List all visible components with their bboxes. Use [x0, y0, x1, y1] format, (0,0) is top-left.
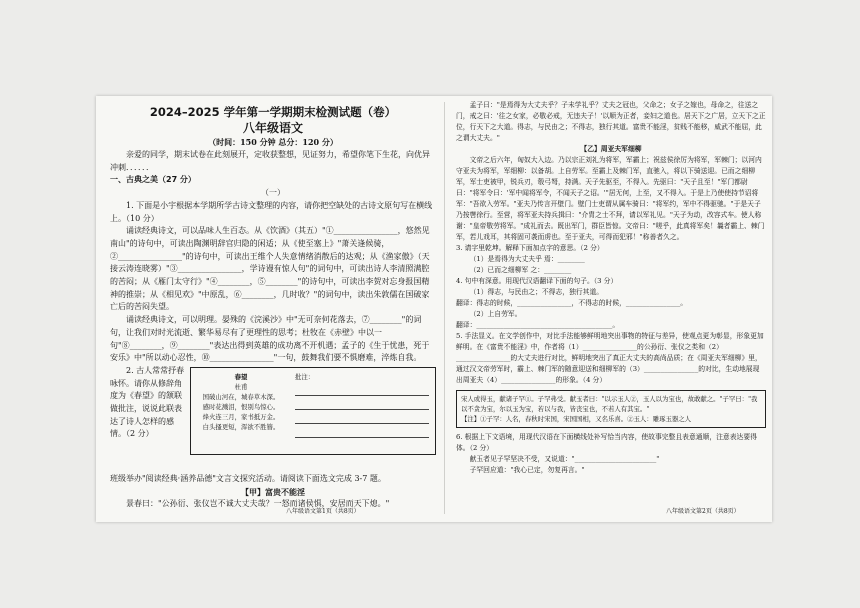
poem-line: 国破山河在，城春草木深。	[202, 392, 280, 401]
question-4-item: （2）上自劳军。	[469, 310, 522, 318]
question-6: 6. 根据上下文语境，用现代汉语在下面横线处补写恰当内容，使故事完整且表意通顺，注意表达要得体。（2 分）	[456, 433, 757, 452]
annotation-label: 批注：	[295, 372, 315, 381]
poem-line: 白头搔更短，浑欲不胜簪。	[202, 422, 280, 431]
question-4-item: （1）得志，与民由之；不得志，独行其道。	[469, 288, 604, 296]
exam-subject: 八年级语文	[242, 121, 303, 135]
reading-box-note: 【注】①子罕：人名，春秋时宋国，宋国国相，又名乐喜。②玉人：雕琢玉器之人	[461, 415, 692, 423]
annotation-area[interactable]	[295, 372, 429, 438]
poem	[197, 372, 285, 432]
part-heading: （一）	[261, 188, 285, 198]
page-divider	[444, 102, 445, 514]
page-footer-right: 八年级语文第2页（共8页）	[666, 508, 740, 515]
poem-author: 杜甫	[234, 382, 248, 391]
annotation-line[interactable]	[295, 386, 429, 396]
text-yi-title: 【乙】周亚夫军细柳	[580, 145, 642, 153]
page-footer-left: 八年级语文第1页（共8页）	[286, 508, 360, 515]
exam-time: （时间：150 分钟 总分：120 分）	[208, 137, 338, 147]
exam-title: 2024–2025 学年第一学期期末检测试题（卷）	[149, 105, 397, 119]
text-jia-continued: 孟子曰："是焉得为大丈夫乎？子未学礼乎？丈夫之冠也，父命之；女子之嫁也，母命之，往送之门，戒之曰：'往之女家，必敬必戒，无违夫子！'以顺为正者，妾妇之道也。居天下之广居，立天下之正位，行天下之大道。得志，与民由之；不得志，独行其道。富贵不能淫，贫贱不能移，威武不能屈，此之谓大丈夫。"	[456, 101, 766, 142]
question-4-answer: 翻译：得志的时候，________________，不得志的时候，________________。	[456, 299, 688, 307]
section-heading: 一、古典之美（27 分）	[110, 175, 196, 185]
annotation-line[interactable]	[295, 428, 429, 438]
question-3: 3. 请字里乾坤。解释下面加点字的意思。（2 分）	[456, 244, 604, 252]
question-4: 4. 句中有深意。用现代汉语翻译下面的句子。（3 分）	[456, 277, 618, 285]
activity-intro: 班级举办"阅读经典·涵养品德"文言文探究活动。请阅读下面选文完成 3-7 题。	[110, 473, 386, 483]
question-3-item: （1）是焉得为大丈夫乎 焉：________	[469, 255, 585, 263]
question-1: 1. 下面是小宇根据本学期所学古诗文整理的内容，请你把空缺处的古诗文原句写在横线上。（10 分）	[110, 200, 433, 223]
text-jia-title: 【甲】富贵不能淫	[241, 486, 305, 497]
reading-box	[456, 390, 766, 428]
question-4-answer: 翻译：________________________________________。	[456, 321, 620, 329]
annotation-line[interactable]	[295, 414, 429, 424]
page-right	[456, 96, 766, 522]
question-6-line: 子罕回应道："我心已定，勿复再言。"	[469, 466, 585, 474]
exam-sheet	[96, 96, 772, 522]
greeting: 亲爱的同学，期末试卷在此刻展开，定收获整想，见证努力，希望你笔下生花，向优异冲刺．．．．．．	[110, 150, 430, 172]
question-1-para-b: 诵读经典诗文，可以明理。晏殊的《浣溪沙》中"无可奈何花落去，⑦________"的词句，让我们对时光流逝、繁华易尽有了更理性的思考；杜牧在《赤壁》中以一句"⑧________，⑨________"表达出得到英雄的成功离不开机遇；孟子的《生于忧患，死于安乐》中"所以动心忍性，⑩________________"一句，鼓舞我们要不惧磨难，淬炼自我。	[110, 315, 430, 363]
question-6-line: 献玉者见子罕坚决不受，又说道："________________________"	[469, 455, 660, 463]
question-1-para-a: 诵读经典诗文，可以品味人生百态。从《饮酒》（其五）"①________________，悠然见南山"的诗句中，可读出陶渊明辞官归隐的闲适；从《使至塞上》"萧关逢候骑，②________________"的诗句中，可读出王维个人失意情绪消散后的达观；从《渔家傲》（天接云涛连晓雾）"③________________，学诗谩有惊人句"的词句中，可读出诗人李清照满腔的苦闷；从《雁门太守行》"④________，⑤________"的诗句中，可读出李贺对忘身报国精神的推崇；从《相见欢》"中原乱，⑥________，几时收？"的词句中，读出朱敦儒在国破家亡后的苦闷失望。	[110, 226, 430, 312]
poem-line: 烽火连三月，家书抵万金。	[202, 412, 280, 421]
poem-title: 春望	[234, 372, 248, 381]
question-5: 5. 手法显义。在文学创作中，对比手法能够鲜明地突出事物的特征与差异，使观点更为彰显，形象更加鲜明。在《富贵不能淫》中，作者将（1）________________的公孙衍、张仪之类和（2）________________的大丈夫进行对比，鲜明地突出了真正大丈夫的高尚品质；在《周亚夫军细柳》里，通过汉文帝劳军时，霸上、棘门军的随意迎送和细柳军的（3）________________的对比，生动地展现出周亚夫（4）________________的形象。（4 分）	[456, 332, 764, 384]
question-3-item: （2）已而之细柳军 之：________	[469, 266, 572, 274]
question-2: 2. 古人常常抒春咏怀。请你从修辞角度为《春望》的颔联做批注，说说此联表达了诗人怎样的感情。（2 分）	[110, 365, 185, 439]
poem-line: 感时花溅泪，恨别鸟惊心。	[202, 402, 280, 411]
annotation-line[interactable]	[295, 400, 429, 410]
page-left	[110, 96, 436, 522]
reading-box-text: 宋人或得玉，献诸子罕①。子罕弗受。献玉者曰："以示玉人②，玉人以为宝也，故敢献之。"子罕曰："我以不贪为宝，尔以玉为宝，若以与我，皆丧宝也，不若人有其宝。"	[461, 395, 758, 413]
question-2-block	[110, 365, 436, 473]
poem-box	[190, 367, 436, 455]
text-jia: 景春曰："公孙衍、张仪岂不诚大丈夫哉？一怒而诸侯惧，安居而天下熄。"	[126, 499, 390, 509]
text-yi: 文帝之后六年，匈奴大入边。乃以宗正刘礼为将军，军霸上；祝兹侯徐厉为将军，军棘门；以河内守亚夫为将军，军细柳：以备胡。上自劳军。至霸上及棘门军，直驰入，将以下骑送迎。已而之细柳军，军士吏被甲，锐兵刃，彀弓弩，持满。天子先驱至，不得入。先驱曰："天子且至！"军门都尉曰："将军令曰：'军中闻将军令，不闻天子之诏。'"居无何，上至，又不得入。于是上乃使使持节诏将军："吾欲入劳军。"亚夫乃传言开壁门。壁门士吏谓从属车骑曰："将军约，军中不得驱驰。"于是天子乃按辔徐行。至营，将军亚夫持兵揖曰："介胄之士不拜，请以军礼见。"天子为动，改容式车。使人称谢："皇帝敬劳将军。"成礼而去。既出军门，群臣皆惊。文帝曰："嗟乎，此真将军矣！曩者霸上、棘门军，若儿戏耳，其将固可袭而虏也。至于亚夫，可得而犯邪！"称善者久之。	[456, 156, 765, 241]
